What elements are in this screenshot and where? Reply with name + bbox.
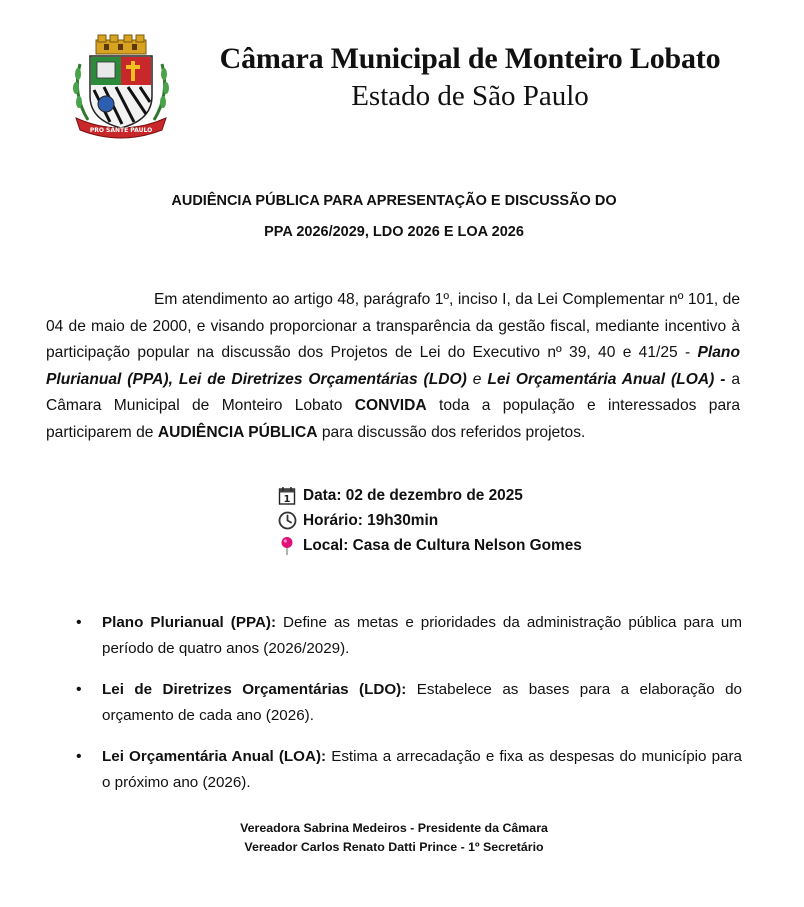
state-subtitle: Estado de São Paulo xyxy=(351,80,589,112)
event-date-row xyxy=(276,483,582,508)
paragraph-part-3: toda a população e interessados para participarem de xyxy=(46,397,740,441)
list-item xyxy=(76,610,742,661)
event-place: Local: Casa de Cultura Nelson Gomes xyxy=(303,536,582,554)
clock-icon xyxy=(276,511,298,531)
municipal-coat-of-arms xyxy=(70,34,172,140)
bullet-term: Lei de Diretrizes Orçamentárias (LDO): xyxy=(102,681,407,698)
location-pin-icon xyxy=(276,536,298,556)
calendar-icon xyxy=(276,486,298,506)
paragraph-audiencia: AUDIÊNCIA PÚBLICA xyxy=(157,423,318,441)
list-item xyxy=(76,744,742,795)
invitation-paragraph xyxy=(46,287,740,446)
paragraph-emphasis-2: Lei Orçamentária Anual (LOA) - xyxy=(487,370,726,388)
paragraph-convida: CONVIDA xyxy=(354,397,427,414)
bullet-term: Lei Orçamentária Anual (LOA): xyxy=(102,748,327,765)
bill-descriptions-list xyxy=(76,610,742,795)
list-item xyxy=(76,677,742,728)
event-details xyxy=(276,483,582,558)
signature-secretary: Vereador Carlos Renato Datti Prince - 1º Secretário xyxy=(244,840,544,854)
heading-line-1: AUDIÊNCIA PÚBLICA PARA APRESENTAÇÃO E DISCUSSÃO DO xyxy=(171,193,617,209)
signatures-block xyxy=(100,819,688,857)
crest-ribbon-text: PRO SANTE PAULO xyxy=(89,127,153,134)
bullet-term: Plano Plurianual (PPA): xyxy=(102,614,277,631)
event-date: Data: 02 de dezembro de 2025 xyxy=(303,486,523,504)
bullet-text: Define as metas e prioridades da administração pública para um período de quatro anos (2026/2029). xyxy=(102,614,742,657)
paragraph-emphasis-1: Plano Plurianual (PPA), Lei de Diretrizes Orçamentárias (LDO) xyxy=(46,344,740,388)
paragraph-part-1: Em atendimento ao artigo 48, parágrafo 1º, inciso I, da Lei Complementar nº 101, de 04 de maio de 2000, e visando proporcionar a transparência da gestão fiscal, mediante incentivo à participação popular na discussão dos Projetos de Lei do Executivo nº 39, 40 e 41/25 - xyxy=(46,291,740,361)
paragraph-connector: e xyxy=(466,370,488,388)
heading-line-2: PPA 2026/2029, LDO 2026 E LOA 2026 xyxy=(264,224,524,240)
document-heading xyxy=(60,186,728,248)
paragraph-part-2: a Câmara Municipal de Monteiro Lobato xyxy=(46,370,741,414)
event-place-row xyxy=(276,533,582,558)
calendar-number: 1 xyxy=(283,494,291,505)
institution-title: Câmara Municipal de Monteiro Lobato xyxy=(219,42,721,75)
event-time-row xyxy=(276,508,582,533)
bullet-text: Estima a arrecadação e fixa as despesas do município para o próximo ano (2026). xyxy=(102,748,742,791)
signature-president: Vereadora Sabrina Medeiros - Presidente da Câmara xyxy=(240,821,548,835)
paragraph-part-4: para discussão dos referidos projetos. xyxy=(317,423,586,441)
event-time: Horário: 19h30min xyxy=(303,511,439,529)
bullet-text: Estabelece as bases para a elaboração do orçamento de cada ano (2026). xyxy=(102,681,742,724)
